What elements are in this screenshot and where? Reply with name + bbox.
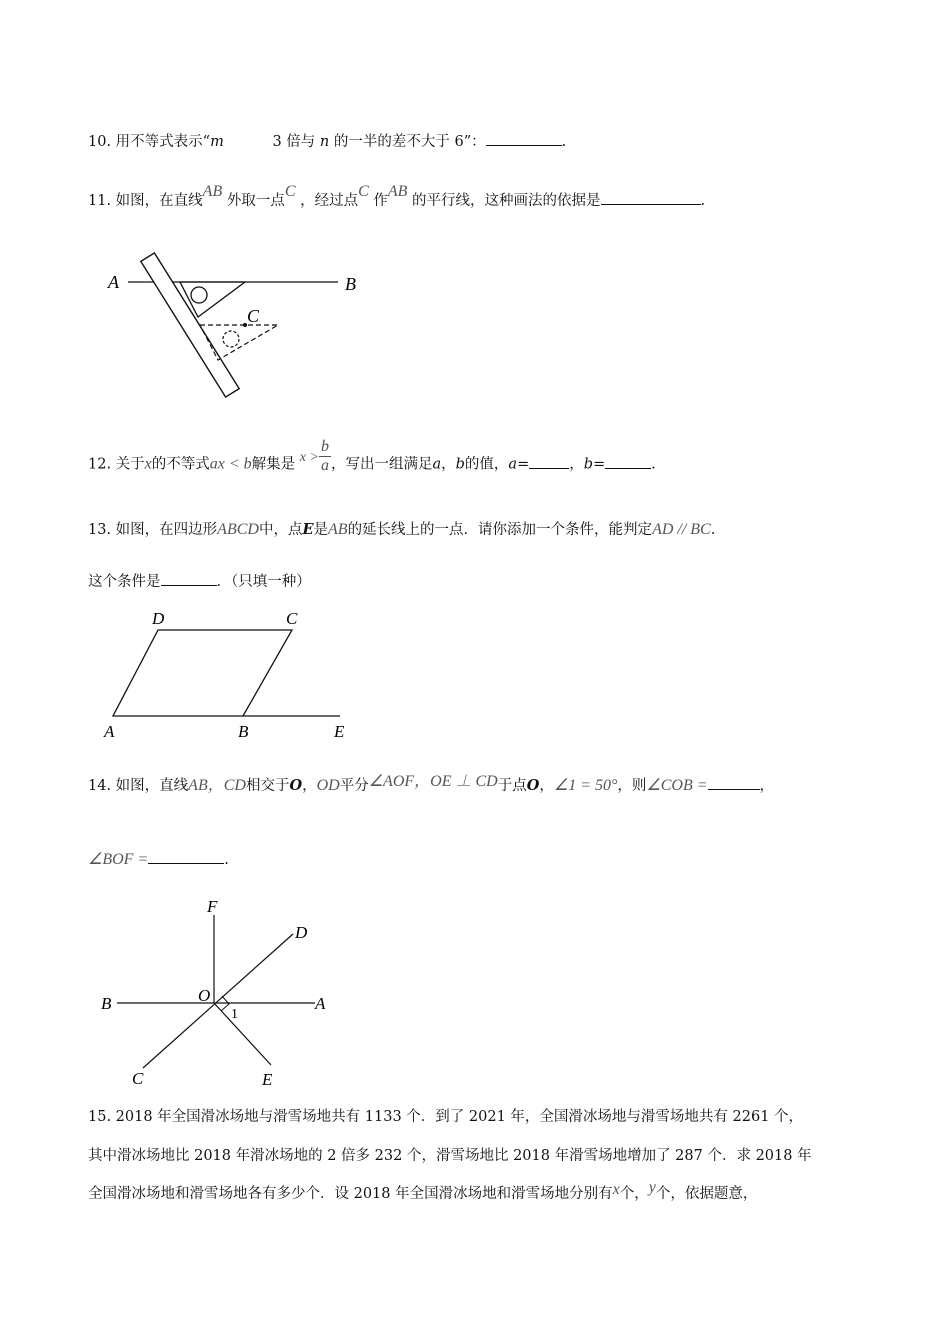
fig13-label-e: E — [334, 722, 345, 741]
q10-line — [88, 131, 566, 152]
fig14-label-d: D — [295, 923, 308, 942]
q13-text: 的延长线上的一点．请你添加一个条件，能判定 — [347, 522, 653, 538]
q13-parallel: AD // BC — [652, 521, 711, 538]
q13-abcd: ABCD — [217, 521, 259, 538]
q13-text: 这个条件是 — [88, 574, 161, 590]
q15-text: 个，依据题意， — [655, 1186, 758, 1202]
q13-number: 13. — [88, 522, 112, 538]
q15-text: 全国滑冰场地和滑雪场地各有多少个．设 2018 年全国滑冰场地和滑雪场地分别有 — [88, 1186, 613, 1202]
q11-text: 作 — [373, 193, 388, 209]
q12-comma: ， — [569, 456, 584, 473]
fig14-label-c: C — [132, 1069, 144, 1088]
q11-figure — [100, 245, 370, 405]
q11-period: . — [700, 193, 706, 209]
q14-condition: ∠AOF，OE ⊥ CD — [368, 773, 498, 790]
q14-text: ，则 — [617, 778, 647, 794]
q11-line — [88, 183, 706, 211]
q13-period: . — [710, 522, 716, 538]
q10-text: 的一半的差不大于 6”： — [333, 134, 486, 150]
q13-text: 如图，在四边形 — [115, 522, 218, 538]
q14-bof-blank[interactable] — [148, 849, 224, 864]
q12-fraction — [319, 438, 331, 475]
q14-cob-blank[interactable] — [708, 775, 760, 790]
q14-bof: ∠BOF = — [88, 851, 149, 868]
fig11-label-c: C — [247, 306, 260, 326]
q12-a-eq: a= — [508, 456, 530, 473]
q14-cob: ∠COB = — [646, 777, 708, 794]
q14-angle1: ∠1 = 50° — [553, 777, 618, 794]
q14-o: O — [289, 777, 303, 794]
q11-text: 的平行线，这种画法的依据是 — [412, 193, 601, 209]
q10-var-m: m — [210, 134, 224, 150]
q10-period: . — [561, 134, 567, 150]
q11-ab: AB — [387, 183, 408, 200]
q15-line1: 15. 2018 年全国滑冰场地与滑雪场地共有 1133 个．到了 2021 年，全国滑冰场地与滑雪场地共有 2261 个， — [88, 1109, 804, 1125]
q10-text: 3 倍与 — [272, 134, 316, 150]
q15-line2: 其中滑冰场地比 2018 年滑冰场地的 2 倍多 232 个，滑雪场地比 2018 年滑雪场地增加了 287 个．求 2018 年 — [88, 1148, 812, 1164]
q11-c: C — [358, 183, 369, 200]
q12-inequality: ax < b — [209, 455, 252, 473]
q15-text: 个， — [619, 1186, 649, 1202]
q13-answer-blank[interactable] — [161, 571, 217, 586]
fig13-label-c: C — [286, 609, 298, 628]
q12-line — [88, 438, 656, 483]
fig11-label-b: B — [345, 274, 356, 294]
fig14-label-o: O — [198, 986, 211, 1005]
q14-o: O — [526, 777, 540, 794]
q12-solution-left: x > — [299, 449, 319, 465]
q10-var-n: n — [319, 134, 330, 150]
q14-text: 平分 — [339, 778, 369, 794]
q13-line — [88, 520, 715, 540]
q12-text: 的值， — [464, 456, 509, 473]
q14-period: . — [224, 852, 229, 868]
q13-figure — [100, 605, 360, 745]
q10-text: 用不等式表示“ — [115, 134, 211, 150]
q13-text: ．（只填一种） — [216, 574, 311, 590]
fig13-label-d: D — [152, 609, 165, 628]
q11-c: C — [284, 183, 296, 200]
q13-e: E — [302, 521, 314, 538]
q14-text: ， — [302, 778, 317, 794]
q14-text: 相交于 — [245, 778, 290, 794]
q12-b-eq: b= — [583, 456, 606, 473]
q14-line2 — [88, 849, 229, 870]
q13-text: 是 — [313, 522, 329, 538]
q12-a-blank[interactable] — [529, 454, 569, 469]
q15-line3 — [88, 1179, 758, 1204]
fig14-label-f: F — [207, 897, 218, 916]
q11-text: 外取一点 — [226, 193, 285, 209]
q12-var-b: b — [455, 456, 465, 473]
q12-text: 解集是 — [251, 456, 296, 473]
fig11-label-a: A — [108, 272, 119, 292]
q12-text: 关于 — [115, 456, 145, 473]
q12-frac-num: b — [320, 438, 329, 455]
fig14-label-1: 1 — [231, 1007, 238, 1022]
q14-text: 如图，直线 — [115, 778, 189, 794]
q13-text: 中，点 — [258, 522, 303, 538]
q14-text: ， — [539, 778, 554, 794]
q14-comma: ， — [759, 778, 775, 794]
q14-number: 14. — [88, 778, 112, 794]
q11-number: 11. — [88, 193, 112, 209]
q12-frac-den: a — [320, 457, 329, 474]
q14-od: OD — [316, 777, 340, 794]
fig14-label-a: A — [315, 994, 326, 1013]
q12-text: ， — [441, 456, 456, 473]
q14-line — [88, 775, 774, 796]
fig13-label-a: A — [104, 722, 115, 741]
q11-answer-blank[interactable] — [601, 190, 701, 205]
q14-figure — [95, 895, 345, 1095]
q14-text: 于点 — [497, 778, 527, 794]
q11-text: ，经过点 — [300, 193, 359, 209]
q10-number: 10. — [88, 134, 112, 150]
q12-text: ，写出一组满足 — [330, 456, 433, 473]
q12-var-x: x — [144, 455, 152, 473]
q12-var-a: a — [432, 456, 442, 473]
fig13-label-b: B — [238, 722, 249, 741]
q12-number: 12. — [88, 456, 112, 473]
q13-line2 — [88, 571, 311, 592]
q15-var-y: y — [648, 1179, 656, 1196]
q12-period: . — [651, 456, 656, 473]
q13-ab: AB — [328, 521, 348, 538]
q10-answer-blank[interactable] — [486, 131, 562, 146]
fig14-label-b: B — [101, 994, 112, 1013]
q12-text: 的不等式 — [151, 456, 210, 473]
q11-ab: AB — [202, 183, 223, 200]
q11-text: 如图，在直线 — [115, 193, 203, 209]
fig14-label-e: E — [262, 1070, 273, 1089]
q14-ab-cd: AB，CD — [188, 777, 246, 794]
q12-b-blank[interactable] — [605, 454, 651, 469]
q15-var-x: x — [612, 1181, 620, 1198]
